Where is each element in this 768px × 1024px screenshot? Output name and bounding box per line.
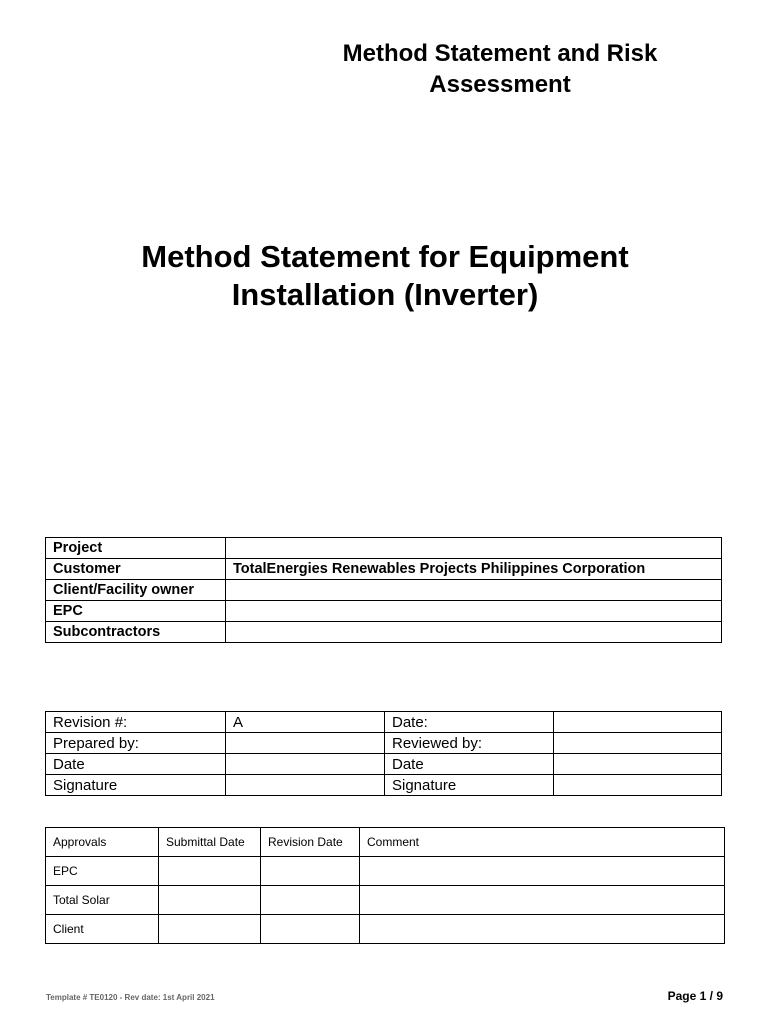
date-value bbox=[554, 712, 722, 733]
approval-submittal-date bbox=[159, 857, 261, 886]
approval-submittal-date bbox=[159, 886, 261, 915]
approval-revision-date bbox=[261, 915, 360, 944]
approval-submittal-date bbox=[159, 915, 261, 944]
approval-revision-date bbox=[261, 886, 360, 915]
customer-value: TotalEnergies Renewables Projects Philippines Corporation bbox=[226, 559, 722, 580]
table-row bbox=[46, 857, 725, 886]
revision-value: A bbox=[226, 712, 385, 733]
date-label: Date: bbox=[385, 712, 554, 733]
table-row bbox=[46, 915, 725, 944]
prepared-by-label: Prepared by: bbox=[46, 733, 226, 754]
customer-label: Customer bbox=[46, 559, 226, 580]
revision-table bbox=[45, 711, 722, 796]
prepared-signature-label: Signature bbox=[46, 775, 226, 796]
table-row bbox=[46, 754, 722, 775]
approval-revision-date bbox=[261, 857, 360, 886]
header-title bbox=[300, 38, 700, 100]
approval-comment bbox=[360, 915, 725, 944]
header-title-line2: Assessment bbox=[429, 71, 571, 98]
document-title-line2: Installation (Inverter) bbox=[231, 277, 539, 312]
template-footer: Template # TE0120 - Rev date: 1st April 2021 bbox=[46, 993, 215, 1002]
project-value bbox=[226, 538, 722, 559]
table-row bbox=[46, 712, 722, 733]
document-title bbox=[90, 238, 680, 314]
prepared-by-value bbox=[226, 733, 385, 754]
approval-name: Total Solar bbox=[46, 886, 159, 915]
table-row bbox=[46, 775, 722, 796]
page-number: Page 1 / 9 bbox=[667, 989, 723, 1003]
approval-comment bbox=[360, 857, 725, 886]
reviewed-date-value bbox=[554, 754, 722, 775]
table-row bbox=[46, 538, 722, 559]
table-row bbox=[46, 622, 722, 643]
reviewed-signature-value bbox=[554, 775, 722, 796]
reviewed-date-label: Date bbox=[385, 754, 554, 775]
table-header-row bbox=[46, 828, 725, 857]
approval-name: Client bbox=[46, 915, 159, 944]
approvals-header: Approvals bbox=[46, 828, 159, 857]
project-label: Project bbox=[46, 538, 226, 559]
table-row bbox=[46, 580, 722, 601]
reviewed-by-value bbox=[554, 733, 722, 754]
comment-header: Comment bbox=[360, 828, 725, 857]
reviewed-by-label: Reviewed by: bbox=[385, 733, 554, 754]
approvals-table bbox=[45, 827, 725, 944]
project-table bbox=[45, 537, 722, 643]
approval-comment bbox=[360, 886, 725, 915]
reviewed-signature-label: Signature bbox=[385, 775, 554, 796]
epc-label: EPC bbox=[46, 601, 226, 622]
submittal-date-header: Submittal Date bbox=[159, 828, 261, 857]
header-title-line1: Method Statement and Risk bbox=[342, 40, 658, 67]
revision-label: Revision #: bbox=[46, 712, 226, 733]
table-row bbox=[46, 559, 722, 580]
prepared-date-label: Date bbox=[46, 754, 226, 775]
approval-name: EPC bbox=[46, 857, 159, 886]
prepared-date-value bbox=[226, 754, 385, 775]
client-owner-label: Client/Facility owner bbox=[46, 580, 226, 601]
table-row bbox=[46, 886, 725, 915]
subcontractors-value bbox=[226, 622, 722, 643]
client-owner-value bbox=[226, 580, 722, 601]
table-row bbox=[46, 733, 722, 754]
epc-value bbox=[226, 601, 722, 622]
document-title-line1: Method Statement for Equipment bbox=[141, 239, 629, 274]
prepared-signature-value bbox=[226, 775, 385, 796]
revision-date-header: Revision Date bbox=[261, 828, 360, 857]
subcontractors-label: Subcontractors bbox=[46, 622, 226, 643]
table-row bbox=[46, 601, 722, 622]
